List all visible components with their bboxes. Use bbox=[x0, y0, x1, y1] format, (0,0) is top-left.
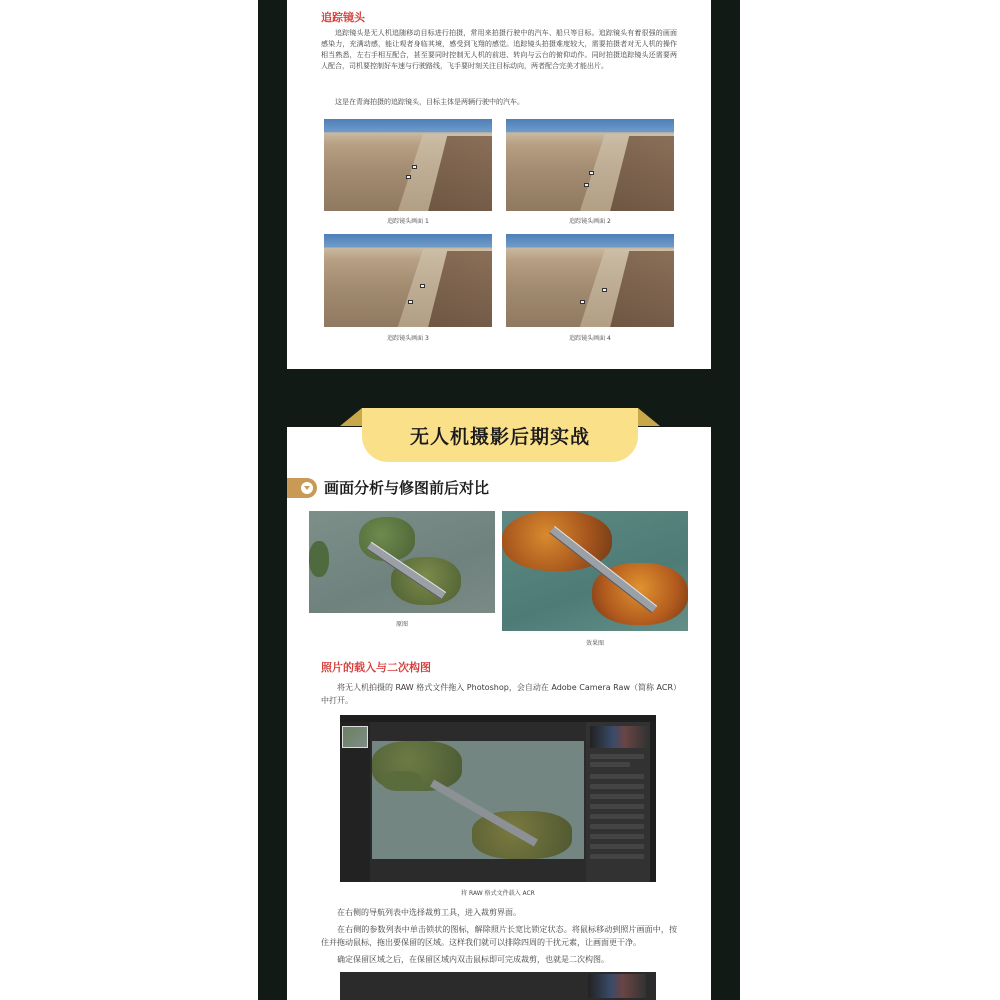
caption-before: 原图 bbox=[395, 621, 408, 628]
acr-screenshot bbox=[340, 715, 656, 882]
chevron-down-icon bbox=[301, 482, 313, 494]
tracking-photo-4 bbox=[506, 234, 674, 327]
caption-tracking-2: 追踪镜头画面 2 bbox=[569, 218, 611, 225]
paragraph-unlock-ratio: 在右侧的参数列表中单击锁状的图标，解除照片长宽比锁定状态。将鼠标移动到照片画面中，按住并拖动鼠标，拖出要保留的区域。这样我们就可以排除四周的干扰元素，让画面更干净。 bbox=[321, 925, 677, 947]
caption-tracking-4: 追踪镜头画面 4 bbox=[569, 335, 611, 342]
after-photo bbox=[502, 511, 688, 631]
tracking-photo-3 bbox=[324, 234, 492, 327]
page-post-processing bbox=[287, 427, 711, 1000]
caption-tracking-3: 追踪镜头画面 3 bbox=[387, 335, 429, 342]
paragraph-complete-crop: 确定保留区域之后，在保留区域内双击鼠标即可完成裁剪，也就是二次构图。 bbox=[337, 955, 609, 964]
section-heading-badge bbox=[287, 478, 317, 498]
acr-screenshot-crop bbox=[340, 972, 656, 1000]
paragraph-crop-tool: 在右侧的导航列表中选择裁剪工具，进入裁剪界面。 bbox=[337, 908, 521, 917]
paragraph-tracking-intro: 追踪镜头是无人机追随移动目标进行拍摄，常用来拍摄行驶中的汽车、船只等目标。追踪镜头有着很强的画面感染力，充满动感，能让观者身临其境，感受到飞翔的感觉。追踪镜头拍摄难度较大，需要拍摄者对无人机的操作相当熟悉，左右手相互配合，甚至要同时控制无人机的前进、转向与云台的俯仰动作。同时拍摄追踪镜头还需要两人配合，司机要控制好车速与行驶路线，飞手要时刻关注目标动向，两者配合完美才能出片。 bbox=[321, 29, 677, 70]
page-tracking-shot bbox=[287, 0, 711, 369]
caption-acr: 将 RAW 格式文件载入 ACR bbox=[461, 890, 535, 897]
paragraph-tracking-qinghai: 这是在青海拍摄的追踪镜头，目标主体是两辆行驶中的汽车。 bbox=[335, 98, 524, 106]
chapter-banner-title: 无人机摄影后期实战 bbox=[409, 425, 590, 448]
section-title-tracking: 追踪镜头 bbox=[321, 11, 365, 24]
section-heading-text: 画面分析与修图前后对比 bbox=[324, 479, 490, 497]
section-title-raw-import: 照片的载入与二次构图 bbox=[321, 661, 431, 674]
caption-tracking-1: 追踪镜头画面 1 bbox=[387, 218, 429, 225]
chapter-banner bbox=[340, 408, 660, 464]
before-photo bbox=[309, 511, 495, 613]
tracking-photo-2 bbox=[506, 119, 674, 211]
section-heading bbox=[287, 477, 489, 498]
tracking-photo-1 bbox=[324, 119, 492, 211]
caption-after: 效果图 bbox=[585, 640, 604, 647]
paragraph-raw-import: 将无人机拍摄的 RAW 格式文件拖入 Photoshop，会自动在 Adobe Camera Raw（简称 ACR）中打开。 bbox=[321, 683, 678, 705]
